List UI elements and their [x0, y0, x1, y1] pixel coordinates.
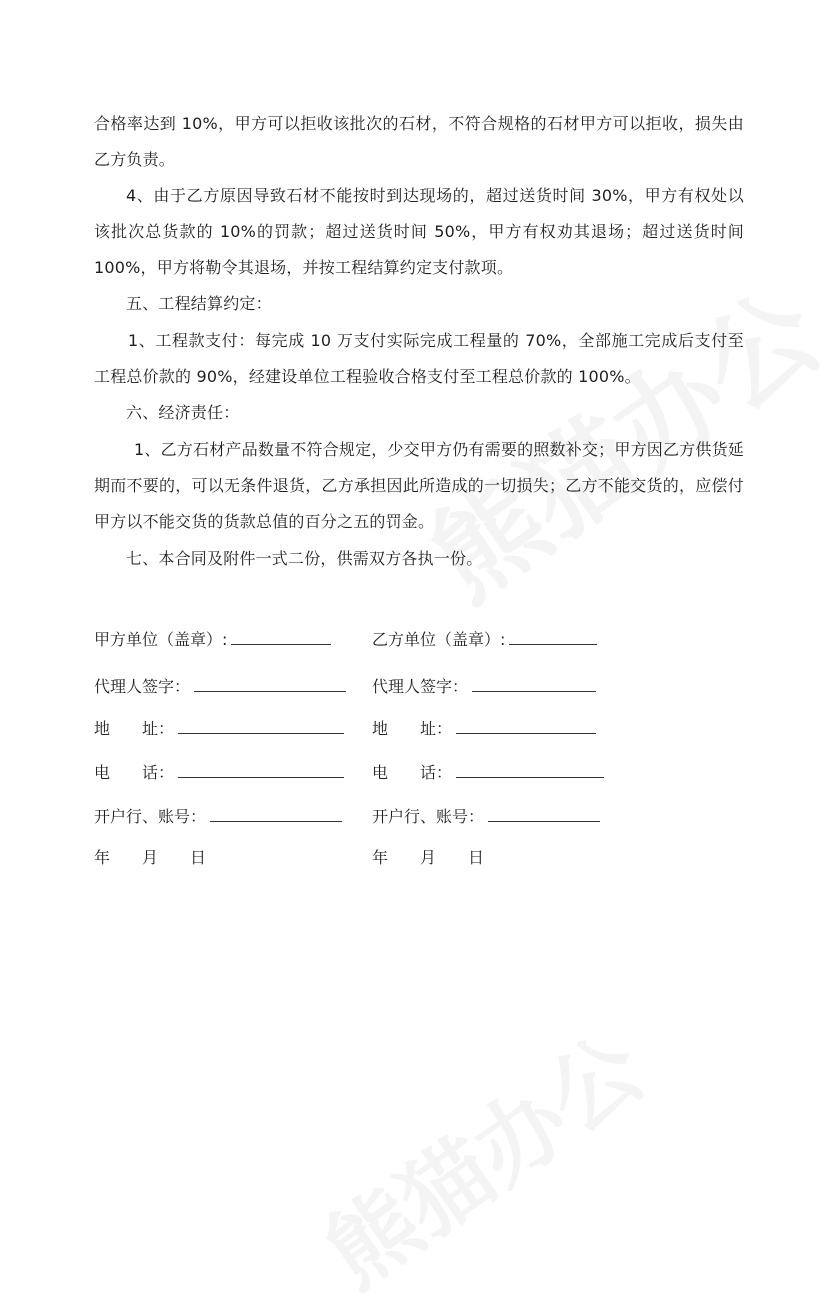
party-a-bank-row	[94, 804, 342, 829]
party-b-bank-blank[interactable]	[488, 804, 600, 822]
paragraph-continuation: 合格率达到 10%，甲方可以拒收该批次的石材，不符合规格的石材甲方可以拒收，损失由乙方负责。	[94, 114, 744, 169]
party-b-address-label: 地 址：	[372, 719, 453, 738]
contract-body	[94, 106, 744, 178]
party-a-date: 年 月 日	[94, 848, 207, 867]
paragraph-item-4: 4、由于乙方原因导致石材不能按时到达现场的，超过送货时间 30%，甲方有权处以该批次总货款的 10%的罚款；超过送货时间 50%，甲方有权劝其退场；超过送货时间 100%，甲方将勒令其退场，并按工程结算约定支付款项。	[94, 186, 744, 277]
party-a-bank-blank[interactable]	[210, 804, 342, 822]
party-a-address-blank[interactable]	[178, 716, 344, 734]
party-b-address-blank[interactable]	[456, 716, 596, 734]
party-b-date: 年 月 日	[372, 848, 485, 867]
party-a-phone-label: 电 话：	[94, 763, 175, 782]
section-heading-6: 六、经济责任：	[126, 403, 240, 422]
contract-body	[94, 323, 744, 395]
party-b-unit-blank[interactable]	[509, 627, 597, 645]
contract-body	[94, 432, 744, 540]
party-b-bank-label: 开户行、账号：	[372, 807, 485, 826]
contract-body	[94, 286, 744, 322]
paragraph-payment: 1、工程款支付：每完成 10 万支付实际完成工程量的 70%，全部施工完成后支付至工程总价款的 90%，经建设单位工程验收合格支付至工程总价款的 100%。	[94, 331, 744, 386]
party-b-unit-label: 乙方单位（盖章）:	[372, 630, 506, 649]
party-a-bank-label: 开户行、账号：	[94, 807, 207, 826]
paragraph-liability: 1、乙方石材产品数量不符合规定，少交甲方仍有需要的照数补交；甲方因乙方供货延期而不要的，可以无条件退货，乙方承担因此所造成的一切损失；乙方不能交货的，应偿付甲方以不能交货的货款总值的百分之五的罚金。	[94, 440, 744, 531]
party-b-agent-label: 代理人签字：	[372, 677, 469, 696]
party-a-address-label: 地 址：	[94, 719, 175, 738]
party-a-unit-blank[interactable]	[231, 627, 331, 645]
party-b-agent-row	[372, 674, 596, 699]
party-b-date-row	[372, 846, 484, 870]
party-b-bank-row	[372, 804, 600, 829]
party-b-agent-blank[interactable]	[472, 674, 596, 692]
party-a-agent-blank[interactable]	[194, 674, 346, 692]
party-b-address-row	[372, 716, 596, 741]
section-heading-5: 五、工程结算约定：	[126, 294, 272, 313]
party-a-agent-row	[94, 674, 346, 699]
contract-body	[94, 178, 744, 286]
party-a-date-row	[94, 846, 206, 870]
party-a-agent-label: 代理人签字：	[94, 677, 191, 696]
contract-body	[94, 541, 744, 577]
watermark	[295, 999, 664, 1312]
party-b-phone-row	[372, 760, 604, 785]
party-a-phone-row	[94, 760, 344, 785]
party-b-phone-blank[interactable]	[456, 760, 604, 778]
party-a-phone-blank[interactable]	[178, 760, 344, 778]
contract-body	[94, 395, 744, 431]
section-heading-7: 七、本合同及附件一式二份，供需双方各执一份。	[126, 549, 483, 568]
party-a-unit-row	[94, 627, 331, 652]
party-b-unit-row	[372, 627, 597, 652]
party-a-address-row	[94, 716, 344, 741]
party-b-phone-label: 电 话：	[372, 763, 453, 782]
party-a-unit-label: 甲方单位（盖章）:	[94, 630, 228, 649]
